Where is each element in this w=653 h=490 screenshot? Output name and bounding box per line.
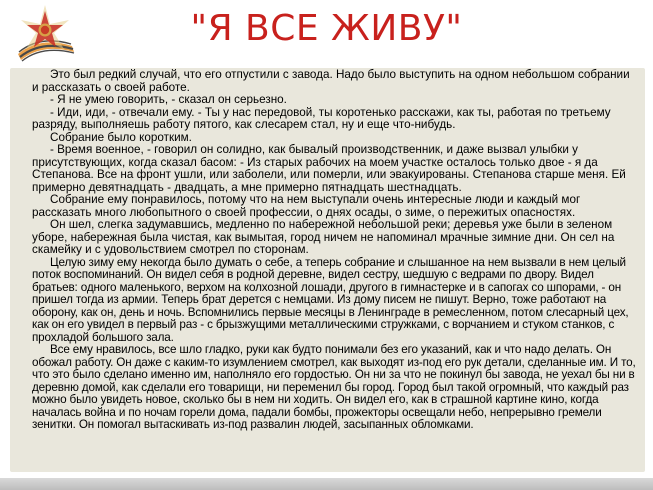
paragraph-9: Все ему нравилось, все шло гладко, руки как будто понимали без его указаний, как и что надо делать. Он обожал работу. Он даже с каким-то изумлением смотрел, как выходят из-под его рук детали, сделанные им. И то, что это было сделано именно им, наполняло его гордостью. Он ни за что не покинул бы завода, не уехал бы ни в деревню домой, как сделали его товарищи, ни переменил бы город. Город был такой огромный, что каждый раз можно было увидеть новое, сколько бы в нем ни ходить. Он видел его, как в страшной картине кино, когда началась война и по ночам горели дома, падали бомбы, прожекторы освещали небо, непрерывно гремели зенитки. Он помогал вытаскивать из-под развалин людей, засыпанных обломками.	[32, 343, 636, 431]
paragraph-8: Целую зиму ему некогда было думать о себе, а теперь собрание и слышанное на нем вызвали в нем целый поток воспоминаний. Он видел себя в родной деревне, видел сестру, шедшую с ведрами по двору. Видел братьев: одного маленького, верхом на колхозной лошади, другого в гимнастерке и в сапогах со шпорами, - он пришел тогда из армии. Теперь брат дерется с немцами. Из дому писем не пишут. Верно, тоже работают на оборону, как он, день и ночь. Вспомнились первые месяцы в Ленинграде в ремесленном, потом слесарный цех, как он его увидел в первый раз - с брызжущими металлическими стружками, с ворчанием и стуком станков, с прохладой большого зала.	[32, 255, 629, 344]
paragraph-6: Собрание ему понравилось, потому что на нем выступали очень интересные люди и каждый мог рассказать много любопытного о своей профессии, о днях осады, о зиме, о пережитых опасностях.	[32, 193, 581, 219]
paragraph-5: - Время военное, - говорил он солидно, как бывалый производственник, и даже вызвал улыбки у присутствующих, когда сказал басом: - Из старых рабочих на моем участке осталось только двое - я да Степанова. Все на фронт ушли, или заболели, или померли, или эвакуированы. Степанова старше меня. Ей примерно девятнадцать - двадцать, а мне примерно пятнадцать шестнадцать.	[32, 143, 626, 194]
paragraph-1: Это был редкий случай, что его отпустили с завода. Надо было выступить на одном небольшом собрании и рассказать о своей работе.	[32, 68, 630, 94]
paragraph-4: Собрание было коротким.	[50, 130, 192, 144]
paragraph-3: - Иди, иди, - отвечали ему. - Ты у нас передовой, ты коротенько расскажи, как ты, работая по третьему разряду, выполняешь работу пятого, как слесарем стал, ну и еще что-нибудь.	[32, 105, 611, 131]
text-box	[10, 68, 645, 472]
paragraph-2: - Я не умею говорить, - сказал он серьезно.	[50, 93, 287, 106]
bottom-bar	[0, 478, 653, 490]
paragraph-7: Он шел, слегка задумавшись, медленно по набережной небольшой реки; деревья уже были в зеленом уборе, набережная была чистая, как вымытая, город ничем не напоминал мрачные зимние дни. Он сел на скамейку и с удовольствием смотрел по сторонам.	[32, 218, 615, 256]
slide-title: "Я ВСЕ ЖИВУ"	[190, 8, 463, 49]
